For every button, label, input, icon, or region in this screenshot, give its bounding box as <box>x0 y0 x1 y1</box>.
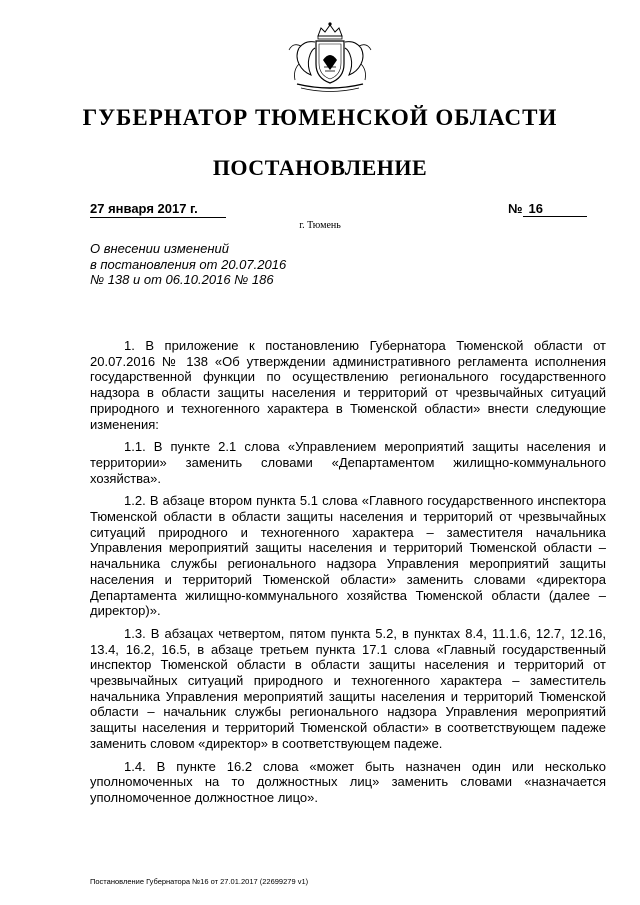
issuer-title: ГУБЕРНАТОР ТЮМЕНСКОЙ ОБЛАСТИ <box>82 105 558 130</box>
issue-city: г. Тюмень <box>299 220 341 231</box>
subject-line: О внесении изменений <box>90 241 229 256</box>
body-paragraph: 1.4. В пункте 16.2 слова «может быть назначен один или несколько уполномоченных на то должностных лиц» заменить словами «назначается уполномоченное должностное лицо». <box>90 758 606 805</box>
coat-of-arms-icon <box>285 20 375 95</box>
document-type: ПОСТАНОВЛЕНИЕ <box>212 155 428 180</box>
document-subject <box>90 241 410 288</box>
subject-line: в постановления от 20.07.2016 <box>90 256 287 272</box>
document-body <box>90 338 606 813</box>
document-footer: Постановление Губернатора №16 от 27.01.2017 (22699279 v1) <box>90 877 309 886</box>
body-paragraph: 1. В приложение к постановлению Губернатора Тюменской области от 20.07.2016 № 138 «Об утверждении административного регламента исполнения государственной функции по осуществлению регионального государственного надзора в области защиты населения и территорий от чрезвычайных ситуаций природного и техногенного характера в Тюменской области» внести следующие изменения: <box>90 338 606 432</box>
document-number <box>508 201 592 217</box>
subject-line: № 138 и от 06.10.2016 № 186 <box>90 272 274 287</box>
number-value: 16 <box>523 201 587 217</box>
body-paragraph: 1.1. В пункте 2.1 слова «Управлением мероприятий защиты населения и территории» заменить словами «Департаментом жилищно-коммунального хозяйства». <box>90 439 606 486</box>
body-paragraph: 1.2. В абзаце втором пункта 5.1 слова «Главного государственного инспектора Тюменской области в области защиты населения и территорий от чрезвычайных ситуаций природного и техногенного характера – заместителя начальника Управления мероприятий защиты населения и территорий Тюменской области – начальника службы регионального надзора Управления мероприятий защиты населения и территорий Тюменской области» заменить словами «директора Департамента жилищно-коммунального хозяйства Тюменской области (далее – директор)». <box>90 493 606 619</box>
document-date: 27 января 2017 г. <box>90 201 226 218</box>
body-paragraph: 1.3. В абзацах четвертом, пятом пункта 5.2, в пунктах 8.4, 11.1.6, 12.7, 12.16, 13.4, 16.2, 16.5, в абзаце третьем пункта 17.1 слова «Главный государственный инспектор Тюменской области в области защиты населения и территорий от чрезвычайных ситуаций природного и техногенного характера – заместитель начальника Управления мероприятий защиты населения и территорий Тюменской области – начальник службы регионального надзора Управления мероприятий защиты населения и территорий Тюменской области» в соответствующем падеже заменить словом «директор» в соответствующем падеже. <box>90 625 606 751</box>
number-sign: № <box>508 201 523 216</box>
